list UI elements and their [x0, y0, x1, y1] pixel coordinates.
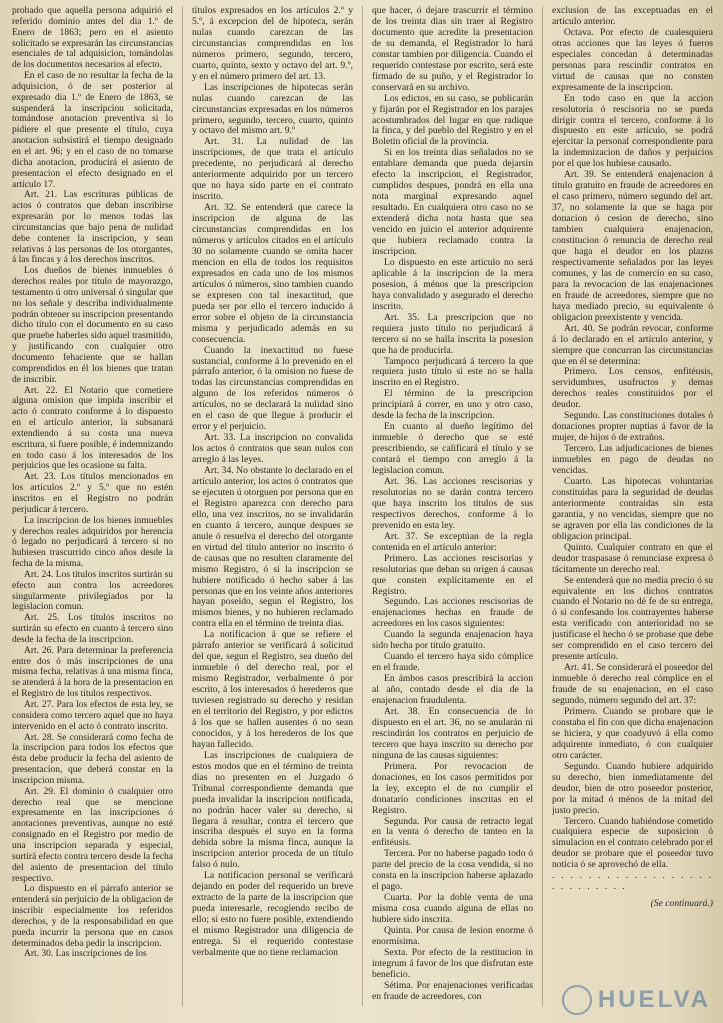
article-paragraph: Sexta. Por efecto de la restitucion in integrum á favor de los que disfrutan este beneficio.: [372, 946, 533, 980]
article-paragraph: Art. 24. Los títulos inscritos surtirán su efecto aun contra los acreedores singularmente privilegiados por la legislacion comun.: [12, 569, 173, 613]
article-paragraph: En todo caso en que la accion resolutoria ó rescisoria no se pueda dirigir contra el tercero, conforme á lo dispuesto en este artículo, se podrá ejercitar la personal correspondiente para la indemnizacion de daños y perjuicios por el que los hubiese causado.: [552, 92, 713, 170]
article-paragraph: Art. 29. El dominio ó cualquier otro derecho real que se mencione expresamente en las inscripciones ó anotaciones preventivas, aunque no esté consignado en el Registro por medio de una inscripcion separada y especial, surtirá efecto contra tercero desde la fecha del asiento de presentacion del título respectivo.: [12, 786, 173, 884]
article-paragraph: Primero. Las acciones rescisorias y resolutorias que deban su origen á causas que consten explícitamente en el Registro.: [372, 552, 533, 597]
article-paragraph: Cuarta. Por la doble venta de una misma cosa cuando alguna de ellas no hubiere sido inscrita.: [372, 892, 533, 926]
article-paragraph: Art. 36. Las acciones rescisorias y resolutorias no se darán contra tercero que haya inscrito los títulos de sus respectivos derechos, conforme á lo prevenido en esta ley.: [372, 475, 533, 531]
article-paragraph: Sétima. Por enajenaciones verificadas en fraude de acreedores, con: [372, 979, 533, 1002]
article-paragraph: Los dueños de bienes inmuebles ó derechos reales por título de mayorazgo, testamento ú otro universal ó singular que no los señale y describa individualmente podrán obtener su inscripcion presentando dicho título con el documento en su caso que pruebe haberles sido aquel trasmitido, y justificando con cualquier otro documento fehaciente que se hallan comprendidos en él los bienes que tratan de inscribir.: [12, 266, 173, 385]
article-paragraph: Segunda. Por causa de retracto legal en la venta ó derecho de tanteo en la enfitéusis.: [372, 815, 533, 849]
article-paragraph: Art. 31. La nulidad de las inscripciones, de que trata el artículo precedente, no perjudicará al derecho anteriormente adquirido por un tercero que no haya sido parte en el contrato inscrito.: [192, 136, 353, 203]
article-paragraph: Art. 39. Se entenderá enajenacion á título gratuito en fraude de acreedores en el caso primero, número segundo del art. 37, no solamente la que se haga por donacion ó cesion de derecho, sino tambien cualquiera enajenacion, constitucion ó renuncia de derecho real que haga el deudor en los plazos respectivamente señalados por las leyes comunes, y las de comercio en su caso, para la revocacion de las enajenaciones en fraude de acreedores, siempre que no haya mediado precio, su equivalente ó obligacion preexistente y vencida.: [552, 169, 713, 323]
article-paragraph: Art. 28. Se considerará como fecha de la inscripcion para todos los efectos que ésta debe producir la fecha del asiento de presentacion, que deberá constar en la inscripcion misma.: [12, 732, 173, 786]
text-column-3: [372, 6, 533, 1006]
article-paragraph: Art. 27. Para los efectos de esta ley, se considera como tercero aquel que no haya intervenido en el acto ó contrato inscrito.: [12, 700, 173, 732]
article-paragraph: Si en los treinta dias señalados no se entablare demanda que pueda dejarsin efecto la inscripcion, el Registrador, cumplidos despues, pondrá en ella una nota marginal expresando aquel resultado. En cualquiera otro caso no se extenderá dicha nota hasta que sea vencido en juicio el anterior adquirente que hubiera reclamado contra la inscripcion.: [372, 147, 533, 257]
article-paragraph: exclusion de las exceptuadas en el artículo anterior.: [552, 6, 713, 27]
article-paragraph: La inscripcion de los bienes inmuebles y derechos reales adquiridos por herencia ó legado no perjudicará á tercero si no hubiesen trascurrido cinco años desde la fecha de la misma.: [12, 515, 173, 570]
article-paragraph: Art. 35. La prescripcion que no requiera justo título no perjudicará á tercero si no se halla inscrita la posesion que ha de producirla.: [372, 311, 533, 356]
article-paragraph: Art. 32. Se entenderá que carece la inscripcion de alguna de las circunstancias comprendidas en los números y artículos citados en el artículo 30 no solamente cuando se omita hacer mencion en ella de todos los requisitos expresados en cada uno de los mismos artículos ó números, sino tambien cuando se expresen con tal inexactitud, que pueda ser por ello el tercero inducido á error sobre el objeto de la circunstancia misma y perjudicado además en su consecuencia.: [192, 202, 353, 345]
article-paragraph: En ámbos casos prescribirá la accion al año, contado desde el dia de la enajenacion fraudulenta.: [372, 673, 533, 707]
text-columns: [12, 6, 713, 1006]
column-divider: [542, 6, 543, 1006]
text-column-1: [12, 6, 173, 1006]
article-paragraph: En el caso de no resultar la fecha de la adquisicion, ó de ser posterior al expresado dia 1.º de Enero de 1863, se suspenderá la inscripcion solicitada, tomándose anotacion preventiva si lo pidiere el que presente el título, cuya anotacion subsistirá el tiempo designado en el art. 96; y en el caso de no tomarse dicha anotacion, producirá el asiento de presentacion el efecto designado en el artículo 17.: [12, 71, 173, 190]
article-paragraph: que hacer, ó dejare trascurrir el término de los treinta dias sin traer al Registro documento que acredite la presentacion de su demanda, el Registrador lo hará constar tambien por diligencia. Cuando el requerido contestase por escrito, será este firmado de su puño, y el Registrador lo conservará en su archivo.: [372, 6, 533, 93]
article-paragraph: Se entenderá que no media precio ó su equivalente en los dichos contratos cuando el Notario no dé fe de su entrega, ó si confesando los contrayentes haberse esta verificado con anterioridad no se justificase el hecho ó se probase que debe ser comprendido en el caso tercero del presente artículo.: [552, 574, 713, 663]
article-paragraph: Tercera. Por no haberse pagado todo ó parte del precio de la cosa vendida, si no consta en la inscripcion haberse aplazado el pago.: [372, 848, 533, 893]
article-paragraph: Art. 40. Se podrán revocar, conforme á lo declarado en el artículo anterior, y siempre que concurran las circunstancias que en él se determina:: [552, 322, 713, 367]
article-paragraph: Las inscripciones de hipotecas serán nulas cuando carezcan de las circunstancias expresadas en los números primero, segundo, tercero, cuarto, quinto y octavo del mismo art. 9.º: [192, 81, 353, 137]
article-paragraph: Art. 33. La inscripcion no convalida los actos ó contratos que sean nulos con arreglo á las leyes.: [192, 432, 353, 466]
article-paragraph: Lo dispuesto en el párrafo anterior se entenderá sin perjuicio de la obligacion de inscribir especialmente los referidos derechos, y de la responsabilidad en que pueda incurrir la persona que en casos determinados deba pedir la inscripcion.: [12, 884, 173, 949]
article-paragraph: Primero. Cuando se probare que le constaba el fin con que dicha enajenacion se hiciera, y que coadyuvó á ella como adquirente inmediato, ó con cualquier otro carácter.: [552, 706, 713, 761]
article-paragraph: Art. 30. Las inscripciones de los: [24, 949, 147, 960]
watermark-logo-icon: [562, 985, 592, 1015]
article-paragraph: Art. 34. No obstante lo declarado en el artículo anterior, los actos ó contratos que se ejecuten ú otorguen por persona que en el Registro aparezca con derecho para ello, una vez inscritos, no se invalidarán en cuanto á tercero, aunque despues se anule ó resuelva el derecho del otorgante en virtud del título anterior no inscrito ó de causas que no resulten claramente del mismo Registro, ó si la inscripcion se hubiere notificado ó hecho saber á las personas que en los veinte años anteriores hayan poseido, segun el Registro, los mismos bienes, y no hubieren reclamado contra ella en el término de treinta dias.: [192, 465, 353, 630]
article-paragraph: Tercero. Cuando habiéndose cometido cualquiera especie de suposicion ó simulacion en el contrato celebrado por el deudor se probare que el poseedor tuvo noticia ó se aprovechó de ella.: [552, 815, 713, 871]
article-paragraph: Los edictos, en su caso, se publicarán y fijarán por el Registrador en los parajes acostumbrados del lugar en que radique la finca, y del pueblo del Registro y en el Boletin oficial de la provincia.: [372, 92, 533, 148]
watermark-text: HUELVA: [597, 986, 711, 1013]
article-paragraph: Primero. Los censos, enfitéusis, servidumbres, usufructos y demas derechos reales constituidos por el deudor.: [552, 366, 713, 411]
article-paragraph: La notificacion personal se verificará dejando en poder del requerido un breve extracto de la parte de la inscripcion que pueda interesarle, recogiendo recibo de ello; si esto no fuere posible, extendiendo el mismo Registrador una diligencia de entrega. Si el requerido contestase verbalmente que no tiene reclamacion: [192, 870, 353, 958]
article-paragraph: Cuando la segunda enajenacion haya sido hecha por título gratuito.: [372, 629, 533, 652]
article-paragraph: En cuanto al dueño legítimo del inmueble ó derecho que se esté prescribiendo, se calificará el título y se contará el tiempo con arreglo á la legislacion comun.: [372, 421, 533, 477]
article-paragraph: Quinto. Cualquier contrato en que el deudor traspasase ó renunciase expresa ó tácitamente un derecho real.: [552, 541, 713, 575]
article-paragraph: títulos expresados en los artículos 2.º y 5.º, á excepcion del de hipoteca, serán nulas cuando carezcan de las circunstancias comprendidas en los números primero, segundo, tercero, cuarto, quinto, sexto y octavo del art. 9.º, y en el número primero del art. 13.: [192, 6, 353, 82]
article-paragraph: Segundo. Cuando hubiere adquirido su derecho, bien inmediatamente del deudor, bien de otro poseedor posterior, por la mitad ó ménos de la mitad del justo precio.: [552, 760, 713, 816]
archive-watermark: [562, 985, 711, 1015]
article-paragraph: Cuando la inexactitud no fuese sustancial, conforme á lo prevenido en el párrafo anterior, ó la omision no fuese de todas las circunstancias comprendidas en alguno de los referidos números ó artículos, no se declarará la nulidad sino en el caso de que llegue á producir el error y el perjuicio.: [192, 344, 353, 433]
article-paragraph: Tampoco perjudicará á tercero la que requiera justo título si este no se halla inscrito en el Registro.: [372, 355, 533, 389]
article-paragraph: Art. 22. El Notario que cometiere alguna omision que impida inscribir el acto ó contrato conforme á lo dispuesto en el artículo anterior, la subsanará extendiendo á su costa una nueva escritura, si fuere posible, é indemnizando en todo caso á los interesados de los perjuicios que les ocasione su falta.: [12, 385, 173, 472]
article-paragraph: Art. 38. En consecuencia de lo dispuesto en el art. 36, no se anularán ni rescindirán los contratos en perjuicio de tercero que haya inscrito su derecho por ninguna de las causas siguientes:: [372, 706, 533, 761]
article-paragraph: Las inscripciones de cualquiera de estos modos que en el término de treinta dias no presenten en el Juzgado ó Tribunal correspondiente demanda que pueda invalidar la inscripcion notificada, no podrán hacer valer su derecho, si llegara á resultar, contra el tercero que inscriba después el suyo en la forma debida sobre la misma finca, aunque la inscripcion anterior proceda de un título falso ó nulo.: [192, 749, 353, 871]
article-paragraph: Art. 41. Se considerará el poseedor del inmueble ó derecho real cómplice en el fraude de su enajenacion, en el caso segundo, número segundo del art. 37:: [552, 662, 713, 707]
article-paragraph: Octava. Por efecto de cualesquiera otras acciones que las leyes ó fueros especiales concedan á determinadas personas para rescindir contratos en virtud de causas que no consten expresamente de la inscripcion.: [552, 26, 713, 93]
text-column-4: [552, 6, 713, 1006]
article-paragraph: Art. 23. Los títulos mencionados en los artículos 2.º y 5.º que no estén inscritos en el Registro no podrán perjudicar á tercero.: [12, 472, 173, 515]
article-paragraph: Segundo. Las acciones rescisorias de enajenaciones hechas en fraude de acreedores en los casos siguientes:: [372, 596, 533, 630]
column-divider: [362, 6, 363, 1006]
article-paragraph: Art. 37. Se exceptúan de la regla contenida en el artículo anterior:: [372, 530, 533, 553]
article-paragraph: El término de la prescripcion principiará á correr, en uno y otro caso, desde la fecha de la inscripcion.: [372, 388, 533, 422]
continuation-note: (Se continuará.): [650, 898, 713, 910]
article-paragraph: Art. 26. Para determinar la preferencia entre dos ó más inscripciones de una misma fecha, relativas á una misma finca, se atenderá á la hora de la presentacion en el Registro de los títulos respectivos.: [12, 645, 173, 700]
ellipsis-line: . . . . . . . . . . . . . . . . . . . . . . . . . . .: [552, 870, 713, 893]
column-divider: [182, 6, 183, 1006]
article-paragraph: Tercero. Las adjudicaciones de bienes inmuebles en pago de deudas no vencidas.: [552, 443, 713, 477]
article-paragraph: Cuarto. Las hipotecas voluntarias constituidas para la seguridad de deudas anteriormente contraidas sin esta garantía, y no vencidas, siempre que no se agraven por ella las condiciones de la obligacion principal.: [552, 475, 713, 542]
article-paragraph: Primera. Por revocacion de donaciones, en los casos permitidos por la ley, excepto el de no cumplir el donatario condiciones inscritas en el Registro.: [372, 760, 533, 816]
article-paragraph: probado que aquella persona adquirió el referido dominio antes del dia 1.º de Enero de 1863; pero en el asiento solicitado se expresarán las circunstancias esenciales de tal adquisicion, tomándolas de los documentos necesarios al efecto.: [12, 6, 173, 71]
article-paragraph: La notificacion á que se refiere el párrafo anterior se verificará á solicitud del que, segun el Registro, sea dueño del inmueble ó del derecho real, por el mismo Registrador, verbalmente ó por escrito, á los interesados ó herederos que tuviesen registrado su derecho y residan en el territorio del Registro, y por edictos á los que se hallen ausentes ó no sean conocidos, y á los herederos de los que hayan fallecido.: [192, 629, 353, 750]
article-paragraph: Quinta. Por causa de lesion enorme ó enormísima.: [372, 925, 533, 948]
article-paragraph: Cuando el tercero haya sido cómplice en el fraude.: [372, 651, 533, 674]
article-paragraph: Segundo. Las constituciones dotales ó donaciones propter nuptias á favor de la mujer, de hijos ó de extraños.: [552, 410, 713, 444]
text-column-2: [192, 6, 353, 1006]
article-paragraph: Lo dispuesto en este artículo no será aplicable á la inscripcion de la mera posesion, á ménos que la prescripcion haya convalidado y asegurado el derecho inscrito.: [372, 256, 533, 312]
article-paragraph: Art. 25. Los títulos inscritos no surtirán su efecto en cuanto á tercero sino desde la fecha de la inscripcion.: [12, 613, 173, 645]
article-paragraph: Art. 21. Las escrituras públicas de actos ó contratos que deban inscribirse expresarán por lo menos todas las circunstancias que bajo pena de nulidad debe contener la inscripcion, y sean relativas á las personas de los otorgantes, á las fincas y á los derechos inscritos.: [12, 190, 173, 266]
